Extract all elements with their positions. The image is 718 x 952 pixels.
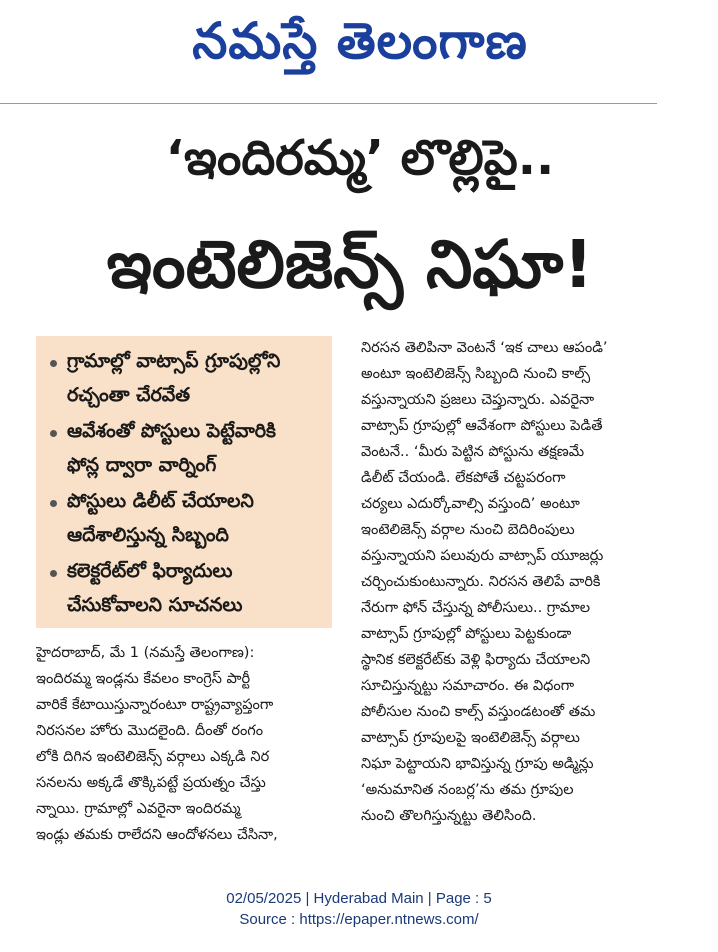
highlight-item <box>50 484 326 552</box>
article-line: వాట్సాప్ గ్రూపులపై ఇంటెలిజెన్స్ వర్గాలు <box>361 730 580 746</box>
highlight-line: గ్రామాల్లో వాట్సాప్ గ్రూపుల్లోని <box>67 350 281 372</box>
article-line: సూచిస్తున్నట్టు సమాచారం. ఈ విధంగా <box>361 678 575 694</box>
headline-line-2: ఇంటెలిజెన్స్ నిఘా! <box>106 226 594 303</box>
highlight-line: చేసుకోవాలని సూచనలు <box>67 594 243 616</box>
highlight-line: ఫోన్ల ద్వారా వార్నింగ్ <box>67 454 217 476</box>
footer-source-link[interactable]: Source : https://epaper.ntnews.com/ <box>239 911 479 928</box>
highlight-text <box>67 344 280 412</box>
article-line: వస్తున్నాయని ప్రజలు చెప్తున్నారు. ఎవరైనా <box>361 392 595 408</box>
article-line: డిలీట్ చేయండి. లేకపోతే చట్టపరంగా <box>361 470 566 486</box>
highlight-text <box>67 414 276 482</box>
article-line: పోలీసుల నుంచి కాల్స్ వస్తుండటంతో తమ <box>361 704 596 720</box>
highlight-item <box>50 414 326 482</box>
article-line: ఇందిరమ్మ ఇండ్లను కేవలం కాంగ్రెస్ పార్టీ <box>36 671 251 687</box>
article-line: ఇండ్లు తమకు రాలేదని ఆందోళనలు చేసినా, <box>36 827 278 843</box>
bullet-icon <box>50 500 57 507</box>
bullet-icon <box>50 570 57 577</box>
article-line: సనలను అక్కడే తొక్కిపట్టే ప్రయత్నం చేస్తు <box>36 775 266 791</box>
article-line: వస్తున్నాయని పలువురు వాట్సాప్ యూజర్లు <box>361 548 604 564</box>
article-line: నిరసన తెలిపినా వెంటనే ‘ఇక చాలు ఆపండి’ <box>361 340 608 356</box>
bullet-icon <box>50 430 57 437</box>
article-line: స్థానిక కలెక్టరేట్‌కు వెళ్లి ఫిర్యాదు చేయాలని <box>361 652 591 668</box>
highlight-text <box>67 484 254 552</box>
article-line: నుంచి తొలగిస్తున్నట్టు తెలిసింది. <box>361 808 537 824</box>
article-line: నిరసనల హోరు మొదలైంది. దీంతో రంగం <box>36 723 264 739</box>
highlights-box <box>36 336 332 628</box>
highlight-line: రచ్చంతా చేరవేత <box>67 384 191 406</box>
article-line: న్నాయి. గ్రామాల్లో ఎవరైనా ఇందిరమ్మ <box>36 801 241 817</box>
article-column-left <box>36 640 336 848</box>
footer-date-edition: 02/05/2025 | Hyderabad Main | Page : 5 <box>226 890 492 907</box>
highlight-line: ఆవేశంతో పోస్టులు పెట్టేవారికి <box>67 420 276 442</box>
article-column-right <box>361 335 656 829</box>
article-line: వాట్సాప్ గ్రూపుల్లో ఆవేశంగా పోస్టులు పెడితే <box>361 418 603 434</box>
article-line: అంటూ ఇంటెలిజెన్స్ సిబ్బంది నుంచి కాల్స్ <box>361 366 591 382</box>
masthead-logo: నమస్తే తెలంగాణ <box>192 12 528 70</box>
article-line: నేరుగా ఫోన్ చేస్తున్న పోలీసులు.. గ్రామాల <box>361 600 590 616</box>
highlight-line: ఆదేశాలిస్తున్న సిబ్బంది <box>67 524 229 546</box>
article-line: వారికే కేటాయిస్తున్నారంటూ రాష్ట్రవ్యాప్తంగా <box>36 697 274 713</box>
article-line: లోకి దిగిన ఇంటెలిజెన్స్ వర్గాలు ఎక్కడి నిర <box>36 749 270 765</box>
article-line: చర్చించుకుంటున్నారు. నిరసన తెలిపే వారికి <box>361 574 601 590</box>
highlight-line: కలెక్టరేట్‌లో ఫిర్యాదులు <box>67 560 233 582</box>
highlight-item <box>50 554 326 622</box>
highlight-text <box>67 554 242 622</box>
headline-line-1: ‘ఇందిరమ్మ’ లొల్లిపై.. <box>165 130 555 186</box>
article-line: వెంటనే.. ‘మీరు పెట్టిన పోస్టును తక్షణమే <box>361 444 585 460</box>
article-line: వాట్సాప్ గ్రూపుల్లో పోస్టులు పెట్టకుండా <box>361 626 572 642</box>
highlight-line: పోస్టులు డిలీట్ చేయాలని <box>67 490 254 512</box>
bullet-icon <box>50 360 57 367</box>
highlight-item <box>50 344 326 412</box>
article-line: నిఘా పెట్టాయని భావిస్తున్న గ్రూపు అడ్మిన్లు <box>361 756 594 772</box>
article-line: ఇంటెలిజెన్స్ వర్గాల నుంచి బెదిరింపులు <box>361 522 575 538</box>
article-line: హైదరాబాద్, మే 1 (నమస్తే తెలంగాణ): <box>36 645 255 661</box>
masthead-divider <box>0 103 657 104</box>
article-line: చర్యలు ఎదుర్కోవాల్సి వస్తుంది’ అంటూ <box>361 496 580 512</box>
article-line: ‘అనుమానిత నంబర్ల’ను తమ గ్రూపుల <box>361 782 574 798</box>
